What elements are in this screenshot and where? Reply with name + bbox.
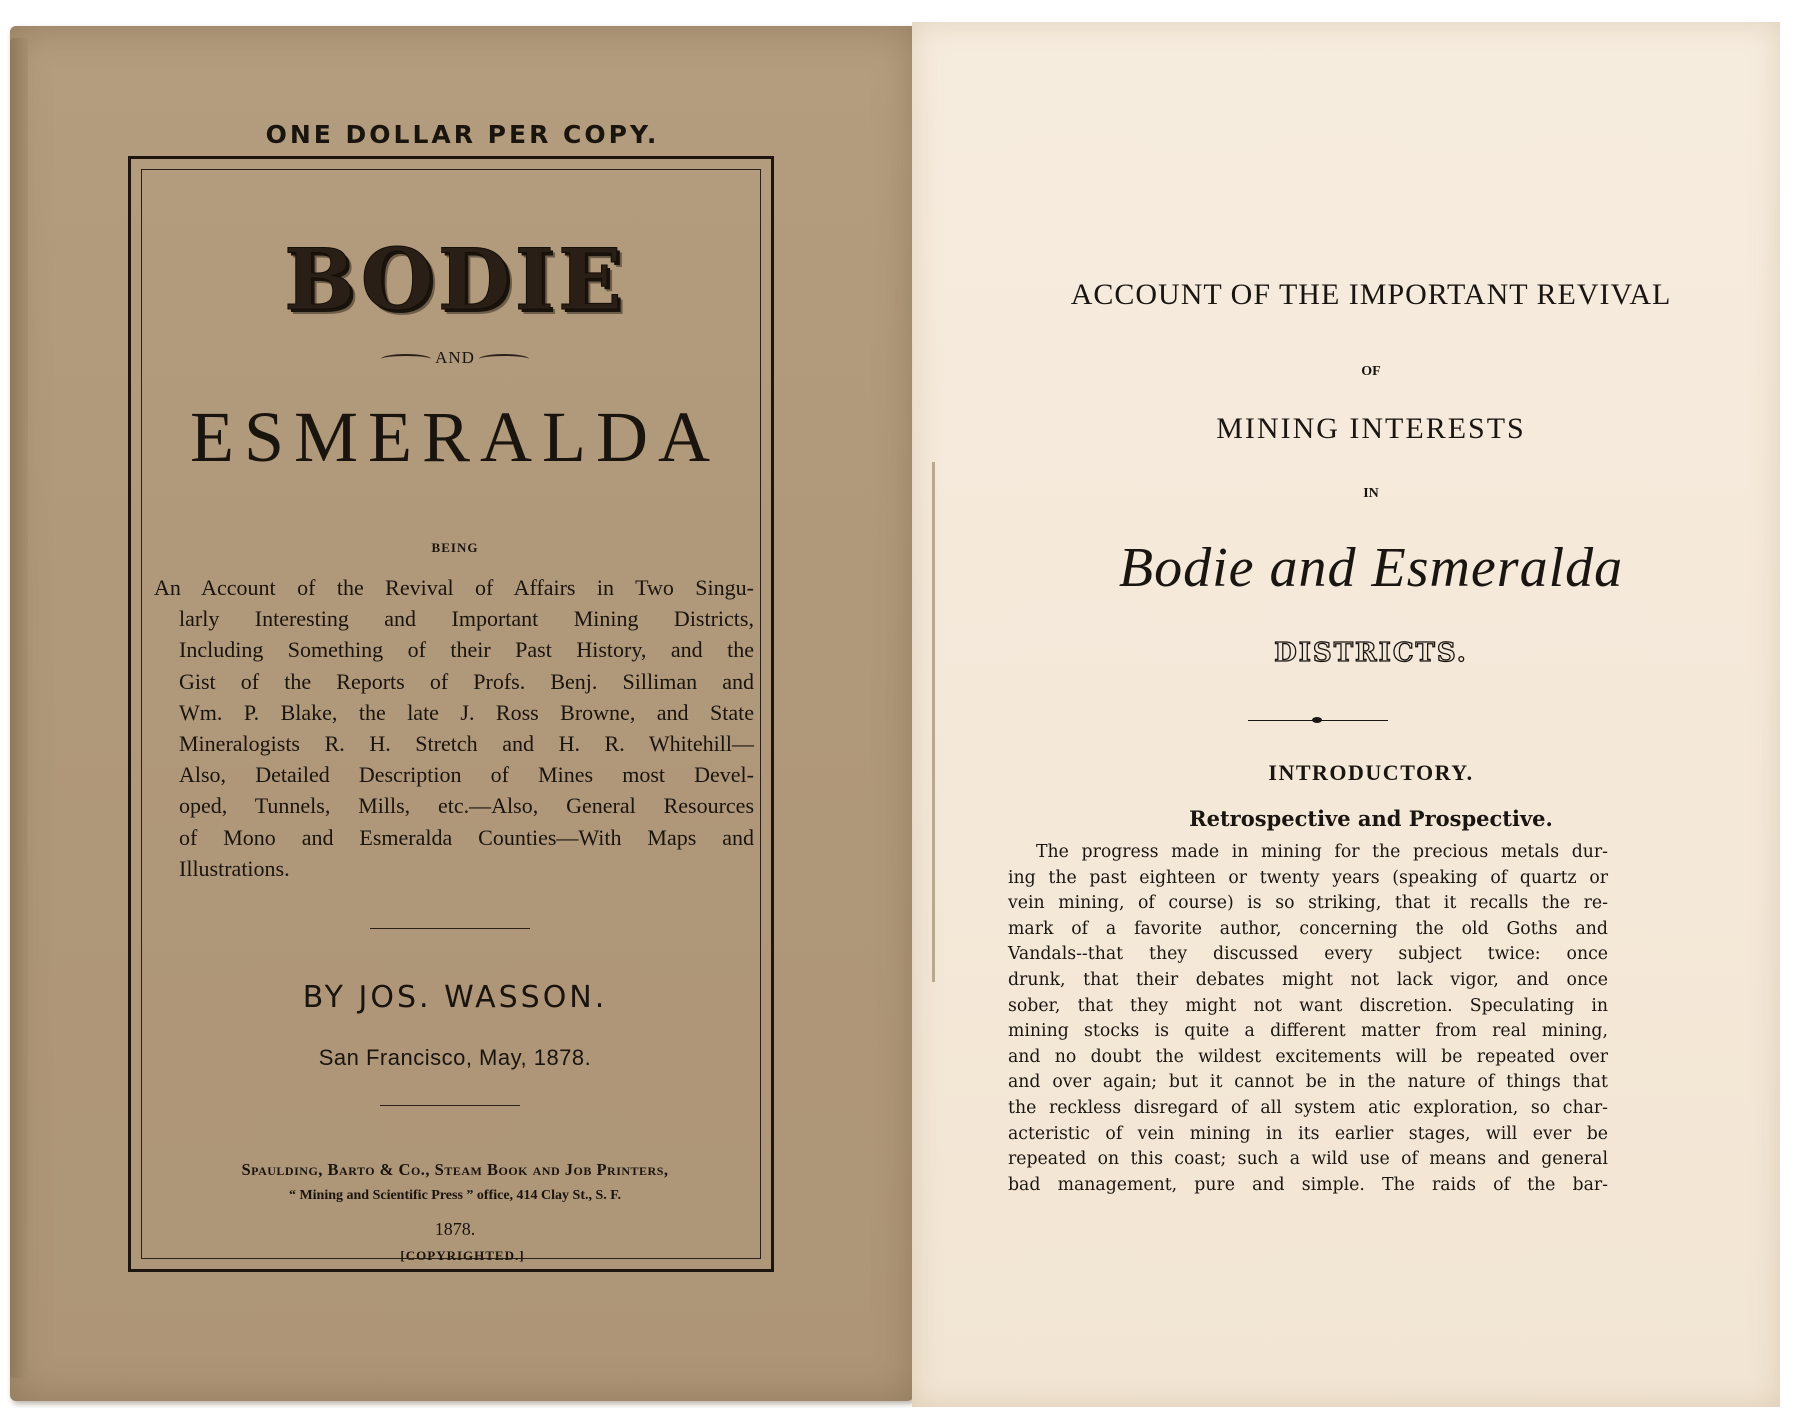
page-script-title: Bodie and Esmeralda: [1118, 537, 1624, 599]
cover-price: ONE DOLLAR PER COPY.: [265, 120, 660, 149]
body-line: vein mining, of course) is so striking, that it recalls the re-: [1008, 893, 1608, 914]
cover-inner-frame: [141, 169, 761, 1259]
cover-frame: [128, 156, 774, 1272]
body-line: and over again; but it cannot be in the nature of things that: [1008, 1072, 1608, 1093]
page-ornament-rule: [1248, 720, 1388, 721]
cover-and-text: AND: [435, 348, 475, 367]
cover-description-line: An Account of the Revival of Affairs in Two Singu-: [154, 575, 754, 600]
body-line: repeated on this coast; such a wild use of means and general: [1008, 1149, 1608, 1170]
body-line: mining stocks is quite a different matter from real mining,: [1008, 1021, 1608, 1042]
cover-place-date: San Francisco, May, 1878.: [318, 1045, 592, 1070]
cover-description-line: oped, Tunnels, Mills, etc.—Also, General Resources: [179, 793, 754, 819]
page-introductory-heading: INTRODUCTORY.: [1268, 760, 1474, 785]
body-line: The progress made in mining for the precious metals dur-: [1036, 842, 1608, 862]
page-subheading: Retrospective and Prospective.: [1189, 806, 1553, 831]
cover-year: 1878.: [434, 1219, 476, 1239]
body-line: the reckless disregard of all system atic exploration, so char-: [1008, 1097, 1608, 1118]
cover-and-ornament: [142, 348, 768, 368]
cover-description-line: Mineralogists R. H. Stretch and H. R. Whitehill—: [179, 731, 754, 757]
page-districts: DISTRICTS.: [1274, 638, 1468, 668]
body-line: sober, that they might not want discretion. Speculating in: [1008, 995, 1608, 1016]
body-line: ing the past eighteen or twenty years (speaking of quartz or: [1008, 867, 1608, 888]
page-title-line2: MINING INTERESTS: [1216, 412, 1526, 445]
cover-being: BEING: [431, 540, 479, 555]
right-swash-ornament: [479, 354, 529, 364]
cover-description-line: of Mono and Esmeralda Counties—With Maps and: [179, 824, 754, 850]
cover-description-line: Wm. P. Blake, the late J. Ross Browne, and State: [179, 699, 754, 725]
cover-description: [154, 572, 754, 884]
title-page: [912, 22, 1780, 1407]
cover-title-esmeralda: ESMERALDA: [189, 397, 720, 477]
cover-description-line: Illustrations.: [179, 855, 290, 881]
cover-author: BY JOS. WASSON.: [302, 980, 608, 1015]
page-in: IN: [1363, 486, 1379, 501]
cover-description-line: larly Interesting and Important Mining Districts,: [179, 606, 754, 632]
body-line: bad management, pure and simple. The raids of the bar-: [1008, 1174, 1608, 1195]
cover-description-line: Also, Detailed Description of Mines most Devel-: [179, 762, 754, 788]
body-line: Vandals--that they discussed every subject twice: once: [1008, 944, 1608, 965]
cover-copyright: [COPYRIGHTED.]: [400, 1248, 525, 1263]
cover-title-bodie: BODIE: [284, 230, 626, 329]
cover-description-line: Including Something of their Past History, and the: [179, 637, 754, 663]
cover-spine-edge: [10, 38, 28, 1378]
body-line: drunk, that their debates might not lack vigor, and once: [1008, 969, 1608, 990]
body-line: and no doubt the wildest excitements will be repeated over: [1008, 1046, 1608, 1067]
page-body-text: [1008, 840, 1608, 1198]
body-line: acteristic of vein mining in its earlier stages, will ever be: [1008, 1123, 1608, 1144]
cover-divider: [380, 1105, 520, 1106]
cover-divider: [370, 928, 530, 929]
cover-description-line: Gist of the Reports of Profs. Benj. Silliman and: [179, 668, 754, 694]
left-swash-ornament: [381, 354, 431, 364]
cover-printer: Spaulding, Barto & Co., Steam Book and Job Printers,: [241, 1160, 669, 1179]
cover-press-address: “ Mining and Scientific Press ” office, 414 Clay St., S. F.: [288, 1188, 622, 1203]
page-of: OF: [1361, 364, 1381, 379]
body-line: mark of a favorite author, concerning the old Goths and: [1008, 918, 1608, 939]
book-cover: [10, 26, 915, 1401]
page-title-line1: ACCOUNT OF THE IMPORTANT REVIVAL: [1070, 278, 1672, 311]
